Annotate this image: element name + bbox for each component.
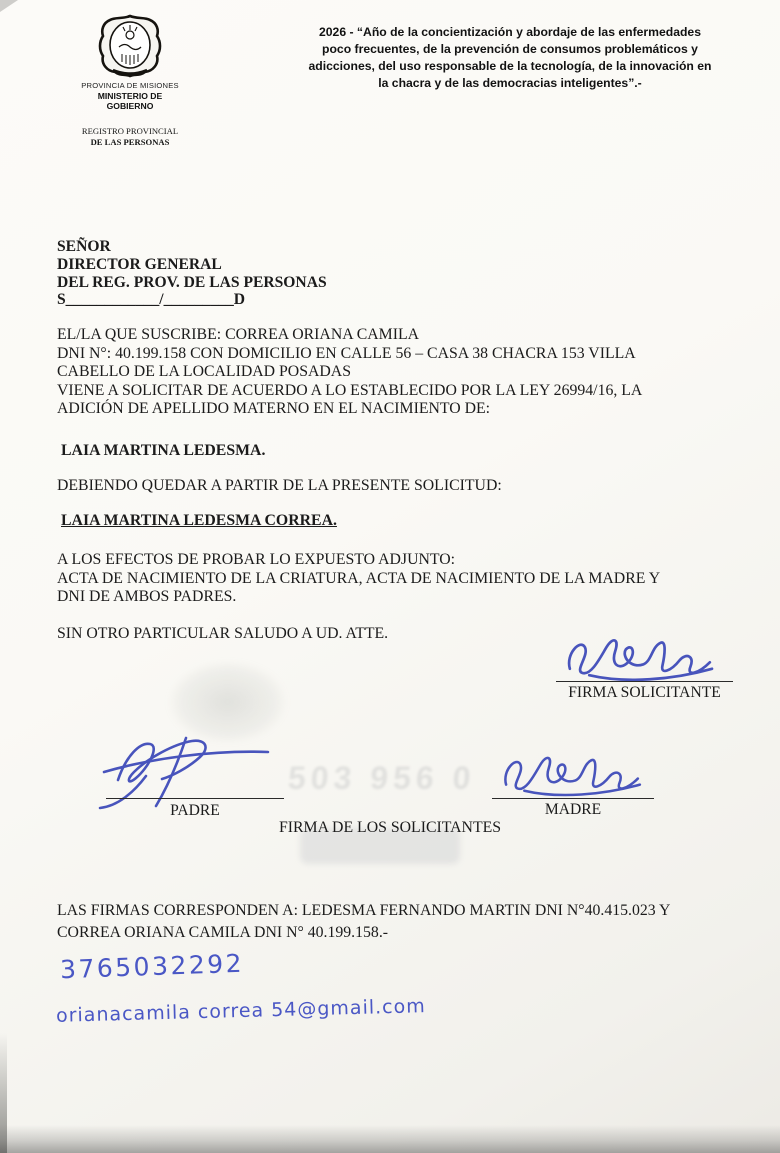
recipient-line-director: DIRECTOR GENERAL [57,255,222,273]
handwritten-email: orianacamila correa 54@gmail.com [55,995,426,1027]
registry-line2: DE LAS PERSONAS [90,136,170,147]
attestation-line: CORREA ORIANA CAMILA DNI N° 40.199.158.- [57,923,389,941]
closing-statement: SIN OTRO PARTICULAR SALUDO A UD. ATTE. [57,625,389,642]
proof-line: ACTA DE NACIMIENTO DE LA CRIATURA, ACTA DE NACIMIENTO DE LA MADRE Y [57,569,661,587]
father-signature-label: PADRE [170,802,220,819]
child-new-name: LAIA MARTINA LEDESMA CORREA. [61,512,337,529]
handwritten-phone: 3765032292 [59,948,245,985]
joint-signatures-label: FIRMA DE LOS SOLICITANTES [278,819,502,836]
request-line: ADICIÓN DE APELLIDO MATERNO EN EL NACIMIENTO DE: [57,400,491,417]
father-signature-line [106,798,284,799]
request-paragraph [57,326,642,419]
request-line: CABELLO DE LA LOCALIDAD POSADAS [57,363,352,380]
proof-paragraph [57,551,660,607]
request-line: VIENE A SOLICITAR DE ACUERDO A LO ESTABLECIDO POR LA LEY 26994/16, LA [57,381,643,399]
father-signature [90,728,285,813]
mother-signature-line [492,798,654,799]
mother-signature [498,748,650,801]
province-name: PROVINCIA DE MISIONES [81,81,179,90]
attestation-line: LAS FIRMAS CORRESPONDEN A: LEDESMA FERNANDO MARTIN DNI N°40.415.023 Y [57,902,671,919]
applicant-signature-label: FIRMA SOLICITANTE [568,684,721,701]
registry-name [76,126,184,147]
recipient-line-senor: SEÑOR [57,238,111,255]
attestation-paragraph [57,900,670,943]
misiones-coat-of-arms-icon [95,14,165,78]
recipient-line-registry: DEL REG. PROV. DE LAS PERSONAS [57,273,327,291]
letterhead-left [76,14,184,111]
photo-corner-shadow [0,0,18,12]
applicant-signature-line [556,681,733,682]
proof-line: A LOS EFECTOS DE PROBAR LO EXPUESTO ADJUNTO: [57,551,456,568]
mother-signature-label: MADRE [544,801,602,818]
ministry-name: MINISTERIO DE GOBIERNO [97,91,163,111]
registry-line1: REGISTRO PROVINCIAL [81,126,179,136]
year-legend: 2026 - “Año de la concientización y abordaje de las enfermedades poco frecuentes, de la prevención de consumos problemáticos y adicciones, del uso responsable de la tecnología, de la innovación en la chacra y de las democracias inteligentes”.- [308,25,712,91]
paper-bottom-shadow [0,1125,780,1153]
mid-statement: DEBIENDO QUEDAR A PARTIR DE LA PRESENTE SOLICITUD: [57,477,502,494]
request-line: DNI N°: 40.199.158 CON DOMICILIO EN CALLE 56 – CASA 38 CHACRA 153 VILLA [57,344,636,362]
recipient-line-sd: S____________/_________D [57,291,246,309]
applicant-signature [552,630,732,686]
request-line: EL/LA QUE SUSCRIBE: CORREA ORIANA CAMILA [57,326,420,343]
bleedthrough-number-watermark: 503 956 0 [286,760,477,796]
child-current-name: LAIA MARTINA LEDESMA. [61,442,266,459]
recipient-block [57,238,327,309]
proof-line: DNI DE AMBOS PADRES. [57,588,237,605]
